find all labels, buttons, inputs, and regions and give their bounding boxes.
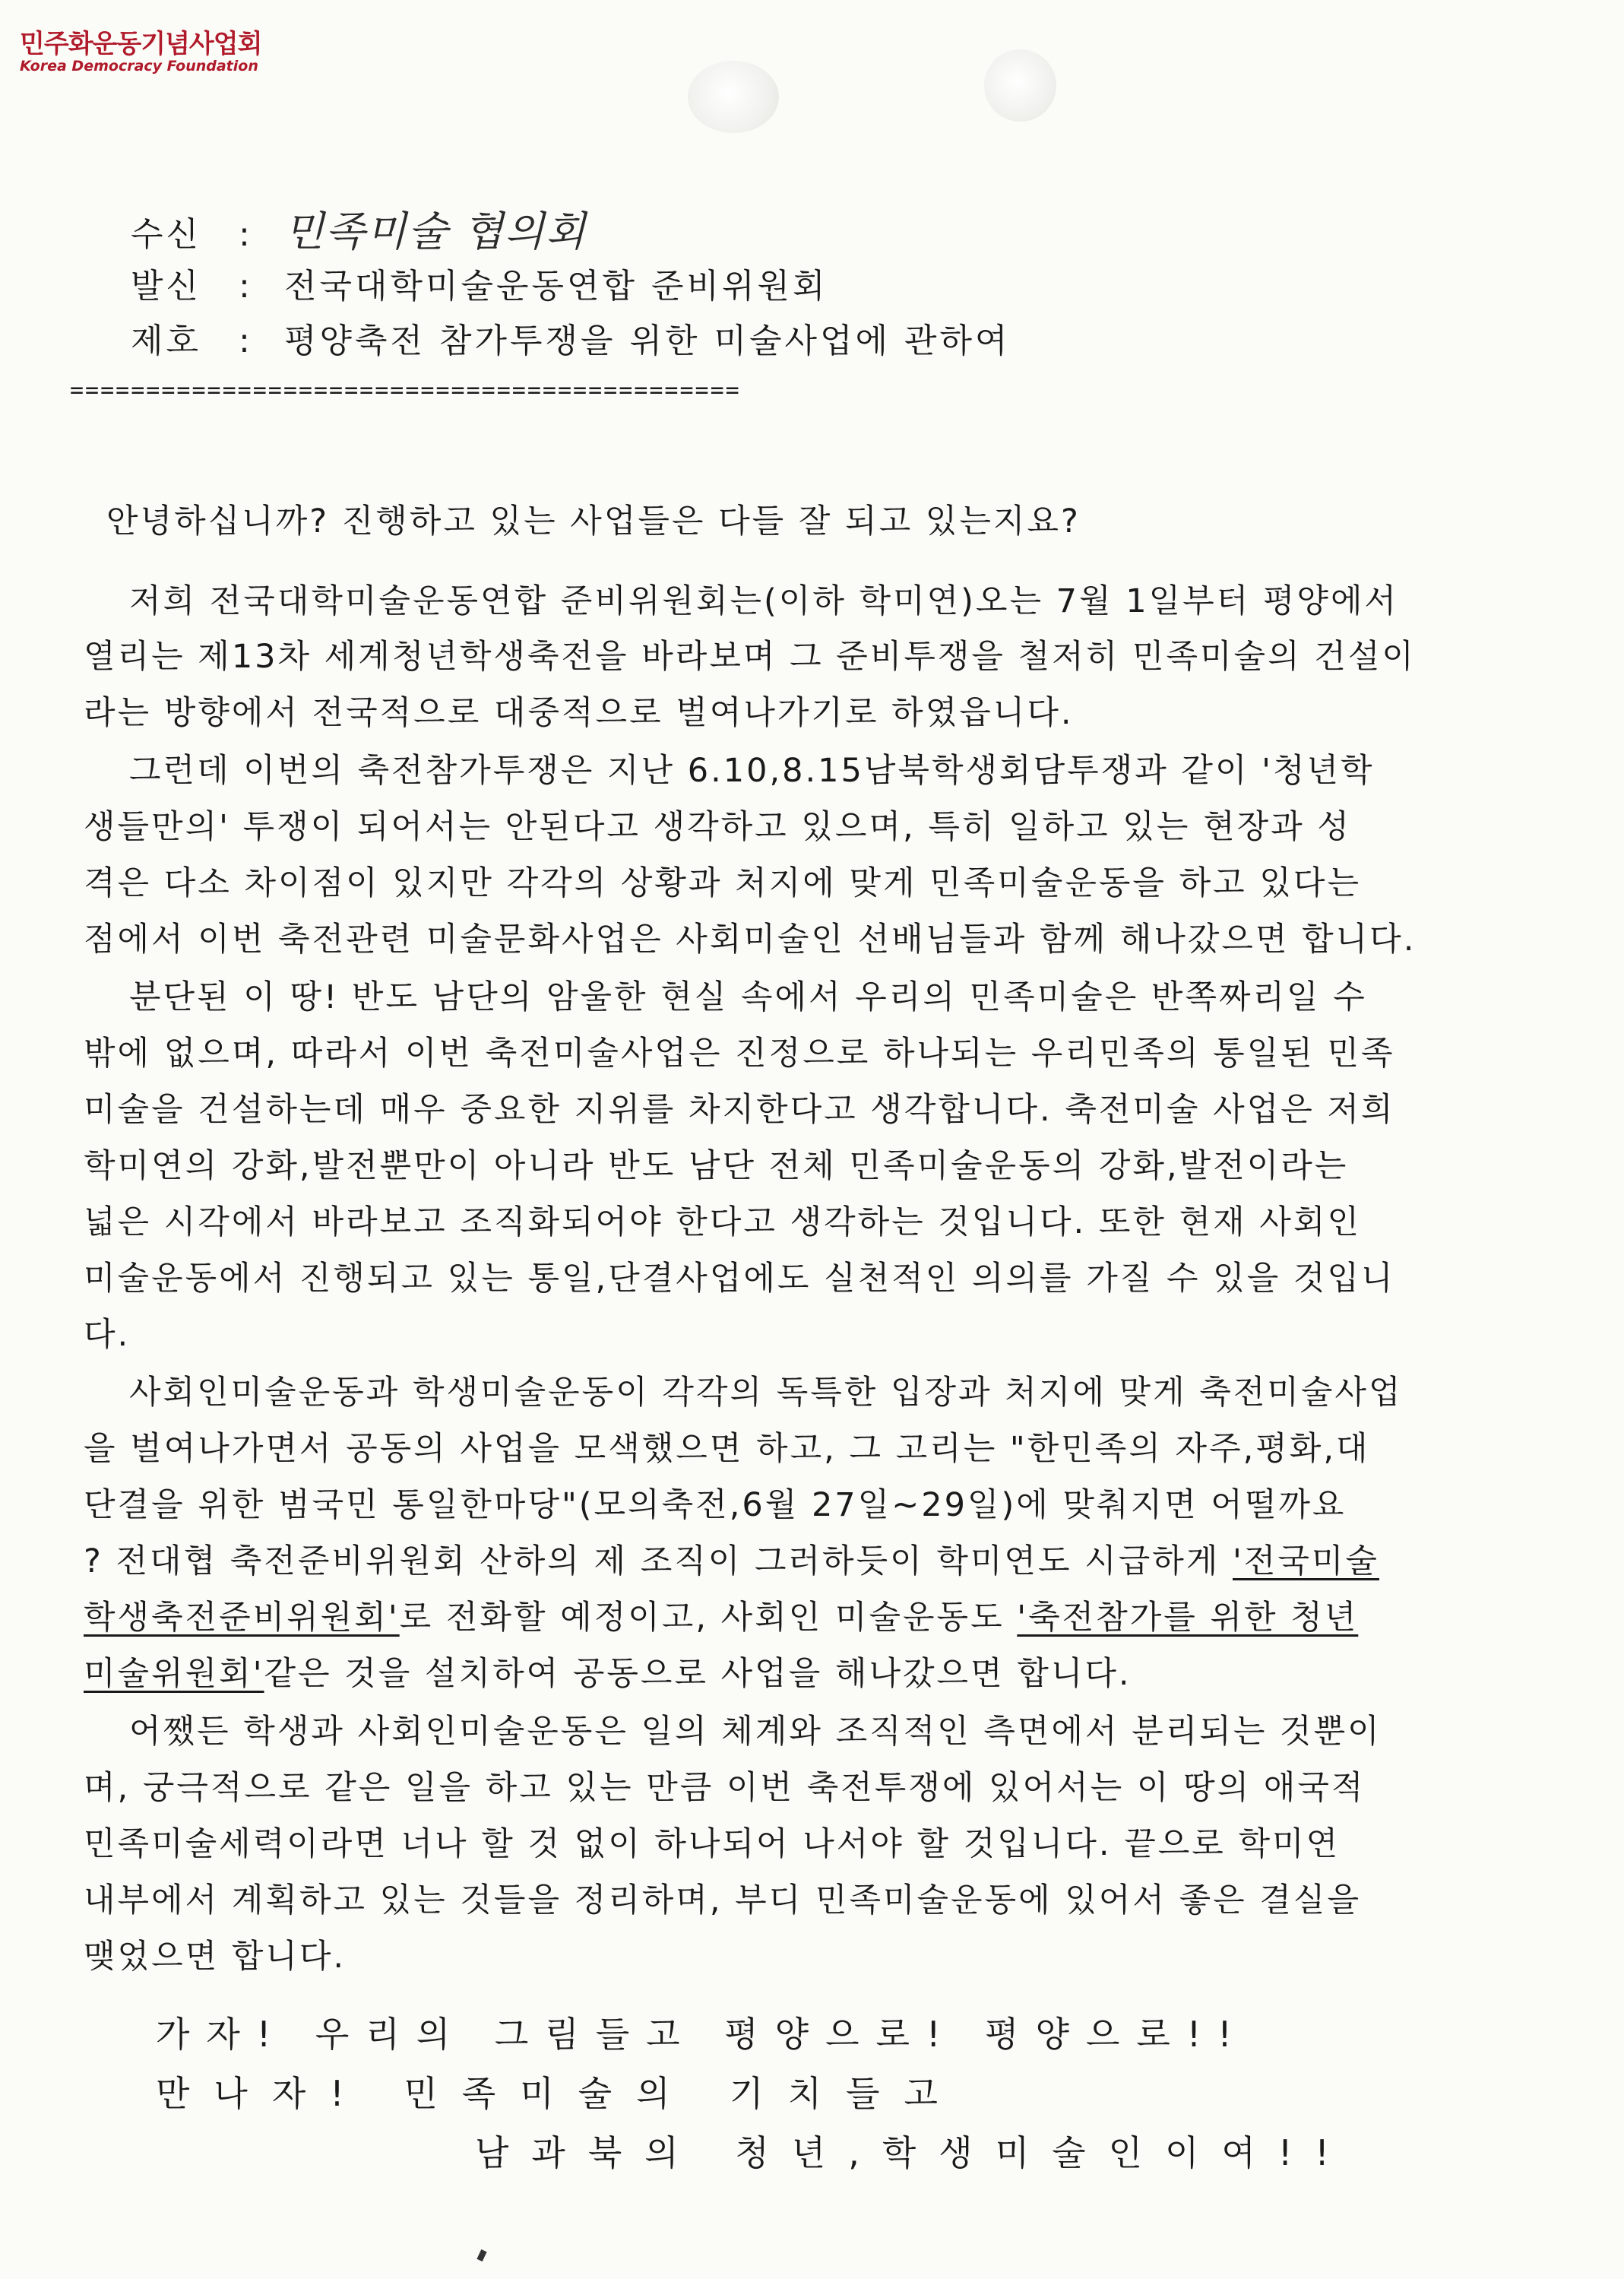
body-line: 다. [84,1316,131,1354]
underlined-committee-name: 미술위원회' [84,1655,264,1693]
body-line: 미술운동에서 진행되고 있는 통일,단결사업에도 실천적인 의의를 가질 수 있을 것입니 [84,1260,1395,1298]
body-line: 단결을 위한 범국민 통일한마당"(모의축전,6월 27일~29일)에 맞춰지면 어떨까요 [84,1486,1347,1524]
subject-label: 제호 [131,322,202,360]
body-text: ? 전대협 축전준비위원회 산하의 제 조직이 그러하듯이 학미연도 시급하게 [84,1542,1233,1580]
body-line: 맺었으면 합니다. [84,1938,347,1976]
colon: : [239,322,253,360]
underlined-committee-name: '축전참가를 위한 청년 [1017,1599,1359,1637]
body-line: 어쨌든 학생과 사회인미술운동은 일의 체계와 조직적인 측면에서 분리되는 것뿐이 [129,1713,1382,1751]
body-line: 안녕하십니까? 진행하고 있는 사업들은 다들 잘 되고 있는지요? [106,502,1081,540]
body-line: 넓은 시각에서 바라보고 조직화되어야 한다고 생각하는 것입니다. 또한 현재 사회인 [84,1203,1361,1241]
punch-hole [984,49,1056,122]
colon: : [239,215,253,254]
colon: : [239,267,253,306]
subject-value: 평양축전 참가투쟁을 위한 미술사업에 관하여 [284,322,1011,360]
body-line: 며, 궁극적으로 같은 일을 하고 있는 만큼 이번 축전투쟁에 있어서는 이 땅의 애국적 [84,1769,1366,1807]
slogan-line-3: 남과북의 청년,학생미술인이여!! [475,2132,1352,2173]
body-line: 민족미술세력이라면 너나 할 것 없이 하나되어 나서야 할 것입니다. 끝으로 학미연 [84,1825,1341,1863]
body-line: 미술을 건설하는데 매우 중요한 지위를 차지한다고 생각합니다. 축전미술 사업은 저희 [84,1091,1395,1129]
memo-subject-row [131,313,1011,362]
body-line: 저희 전국대학미술운동연합 준비위원회는(이하 학미연)오는 7월 1일부터 평양에서 [129,582,1399,620]
body-line: 학미연의 강화,발전뿐만이 아니라 반도 남단 전체 민족미술운동의 강화,발전이라는 [84,1147,1349,1185]
body-line: 분단된 이 땅! 반도 남단의 암울한 현실 속에서 우리의 민족미술은 반쪽짜리일 수 [129,978,1367,1016]
memo-recipient-row [131,199,587,258]
header-divider: ============================================ [70,377,741,404]
body-line [84,1654,1543,1694]
body-line: 라는 방향에서 전국적으로 대중적으로 벌여나가기로 하였읍니다. [84,694,1074,732]
body-text: 같은 것을 설치하여 공동으로 사업을 해나갔으면 합니다. [264,1655,1132,1693]
body-text: 로 전화할 예정이고, 사회인 미술운동도 [399,1599,1018,1637]
logo-korean-text: 민주화운동기념사업회 [20,29,262,59]
body-line: 사회인미술운동과 학생미술운동이 각각의 독특한 입장과 처지에 맞게 축전미술사업 [129,1374,1403,1412]
body-line: 내부에서 계획하고 있는 것들을 정리하며, 부디 민족미술운동에 있어서 좋은 결실을 [84,1881,1361,1919]
recipient-value-handwritten: 민족미술 협의회 [284,208,587,255]
slogan-line-2: 만나자! 민족미술의 기치들고 [156,2073,962,2114]
body-line: 열리는 제13차 세계청년학생축전을 바라보며 그 준비투쟁을 철저히 민족미술의 건설이 [84,638,1416,676]
body-line [84,1542,1543,1581]
recipient-label: 수신 [131,215,202,254]
body-line: 격은 다소 차이점이 있지만 각각의 상황과 처지에 맞게 민족미술운동을 하고 있다는 [84,864,1361,902]
body-line [84,1598,1543,1637]
body-line: 밖에 없으며, 따라서 이번 축전미술사업은 진정으로 하나되는 우리민족의 통일된 민족 [84,1035,1395,1073]
body-line: 생들만의' 투쟁이 되어서는 안된다고 생각하고 있으며, 특히 일하고 있는 현장과 성 [84,808,1351,846]
memo-sender-row [131,258,828,307]
body-line: 그런데 이번의 축전참가투쟁은 지난 6.10,8.15남북학생회담투쟁과 같이 '청년학 [129,752,1375,790]
body-line: 점에서 이번 축전관련 미술문화사업은 사회미술인 선배님들과 함께 해나갔으면 합니다. [84,921,1417,959]
slogan-line-1: 가자! 우리의 그림들고 평양으로! 평양으로!! [156,2014,1249,2055]
scan-mark [476,2249,486,2262]
sender-value: 전국대학미술운동연합 준비위원회 [284,267,828,306]
logo-english-text: Korea Democracy Foundation [20,58,258,74]
body-line: 을 벌여나가면서 공동의 사업을 모색했으면 하고, 그 고리는 "한민족의 자주,평화,대 [84,1430,1370,1468]
punch-hole [688,61,779,133]
underlined-committee-name: '전국미술 [1232,1542,1379,1580]
sender-label: 발신 [131,267,202,306]
underlined-committee-name: 학생축전준비위원회' [84,1599,400,1637]
